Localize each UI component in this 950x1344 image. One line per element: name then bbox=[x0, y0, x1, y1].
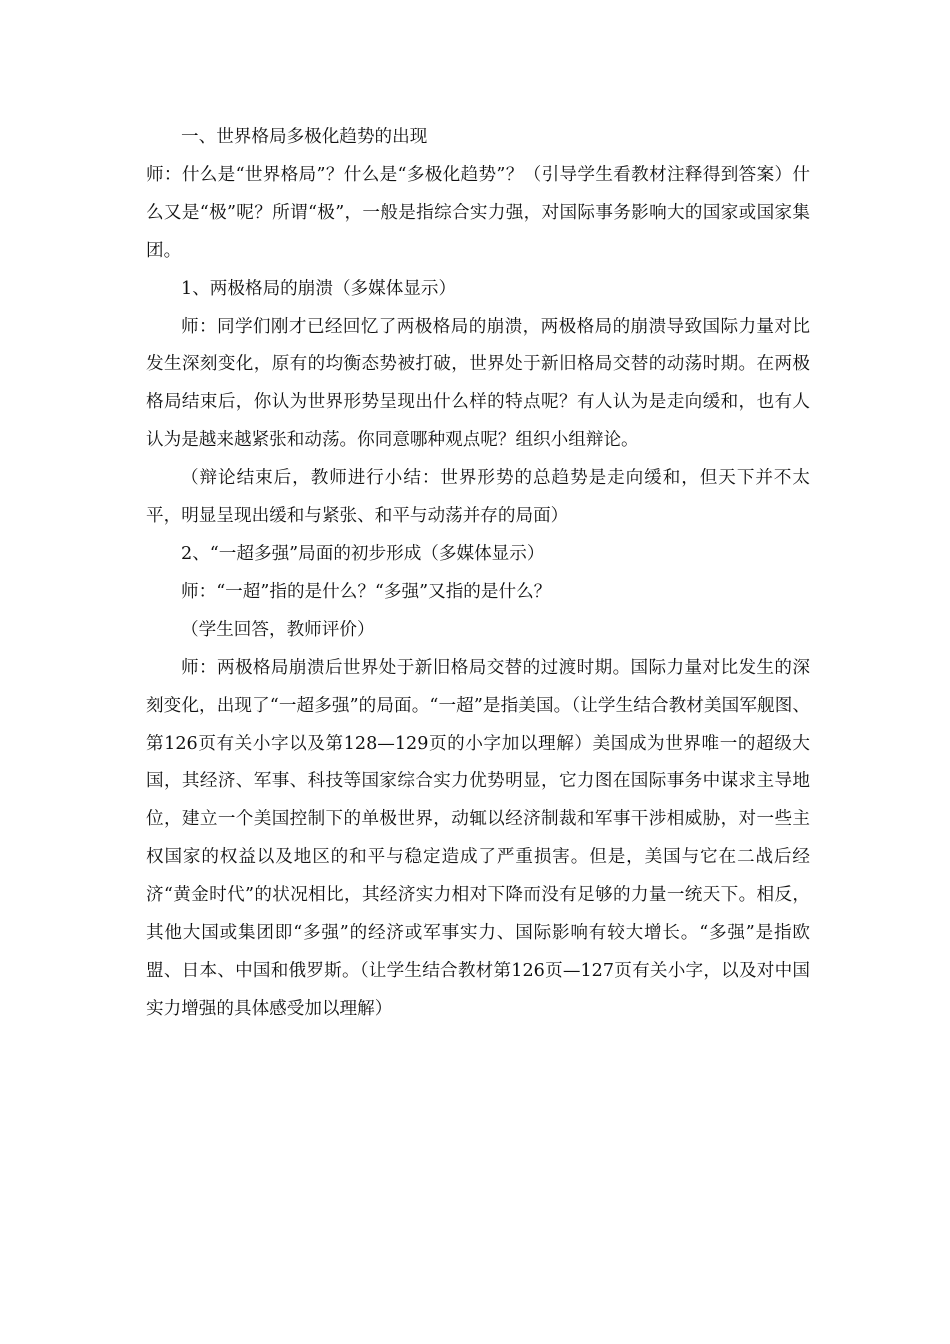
paragraph: （学生回答，教师评价） bbox=[181, 619, 375, 640]
section-heading: 一、世界格局多极化趋势的出现 bbox=[181, 127, 428, 147]
subsection-heading: 2、“一超多强”局面的初步形成（多媒体显示） bbox=[181, 543, 545, 564]
paragraph: 师：同学们刚才已经回忆了两极格局的崩溃，两极格局的崩溃导致国际力量对比发生深刻变化，原有的均衡态势被打破，世界处于新旧格局交替的动荡时期。在两极格局结束后，你认为世界形势呈现出什么样的特点呢？有人认为是走向缓和，也有人认为是越来越紧张和动荡。你同意哪种观点呢？组织小组辩论。 bbox=[146, 316, 810, 451]
paragraph: （辩论结束后，教师进行小结：世界形势的总趋势是走向缓和，但天下并不太平，明显呈现出缓和与紧张、和平与动荡并存的局面） bbox=[146, 468, 810, 527]
paragraph: 师：“一超”指的是什么？“多强”又指的是什么？ bbox=[181, 581, 552, 602]
paragraph: 师：什么是“世界格局”？什么是“多极化趋势”？（引导学生看教材注释得到答案）什么又是“极”呢？所谓“极”，一般是指综合实力强，对国际事务影响大的国家或国家集团。 bbox=[146, 164, 810, 261]
document-body bbox=[146, 119, 810, 1029]
paragraph: 师：两极格局崩溃后世界处于新旧格局交替的过渡时期。国际力量对比发生的深刻变化，出现了“一超多强”的局面。“一超”是指美国。（让学生结合教材美国军舰图、第126页有关小字以及第128—129页的小字加以理解）美国成为世界唯一的超级大国，其经济、军事、科技等国家综合实力优势明显，它力图在国际事务中谋求主导地位，建立一个美国控制下的单极世界，动辄以经济制裁和军事干涉相威胁，对一些主权国家的权益以及地区的和平与稳定造成了严重损害。但是，美国与它在二战后经济“黄金时代”的状况相比，其经济实力相对下降而没有足够的力量一统天下。相反，其他大国或集团即“多强”的经济或军事实力、国际影响有较大增长。“多强”是指欧盟、日本、中国和俄罗斯。（让学生结合教材第126页—127页有关小字，以及对中国实力增强的具体感受加以理解） bbox=[146, 657, 810, 1019]
subsection-heading: 1、两极格局的崩溃（多媒体显示） bbox=[181, 278, 457, 299]
